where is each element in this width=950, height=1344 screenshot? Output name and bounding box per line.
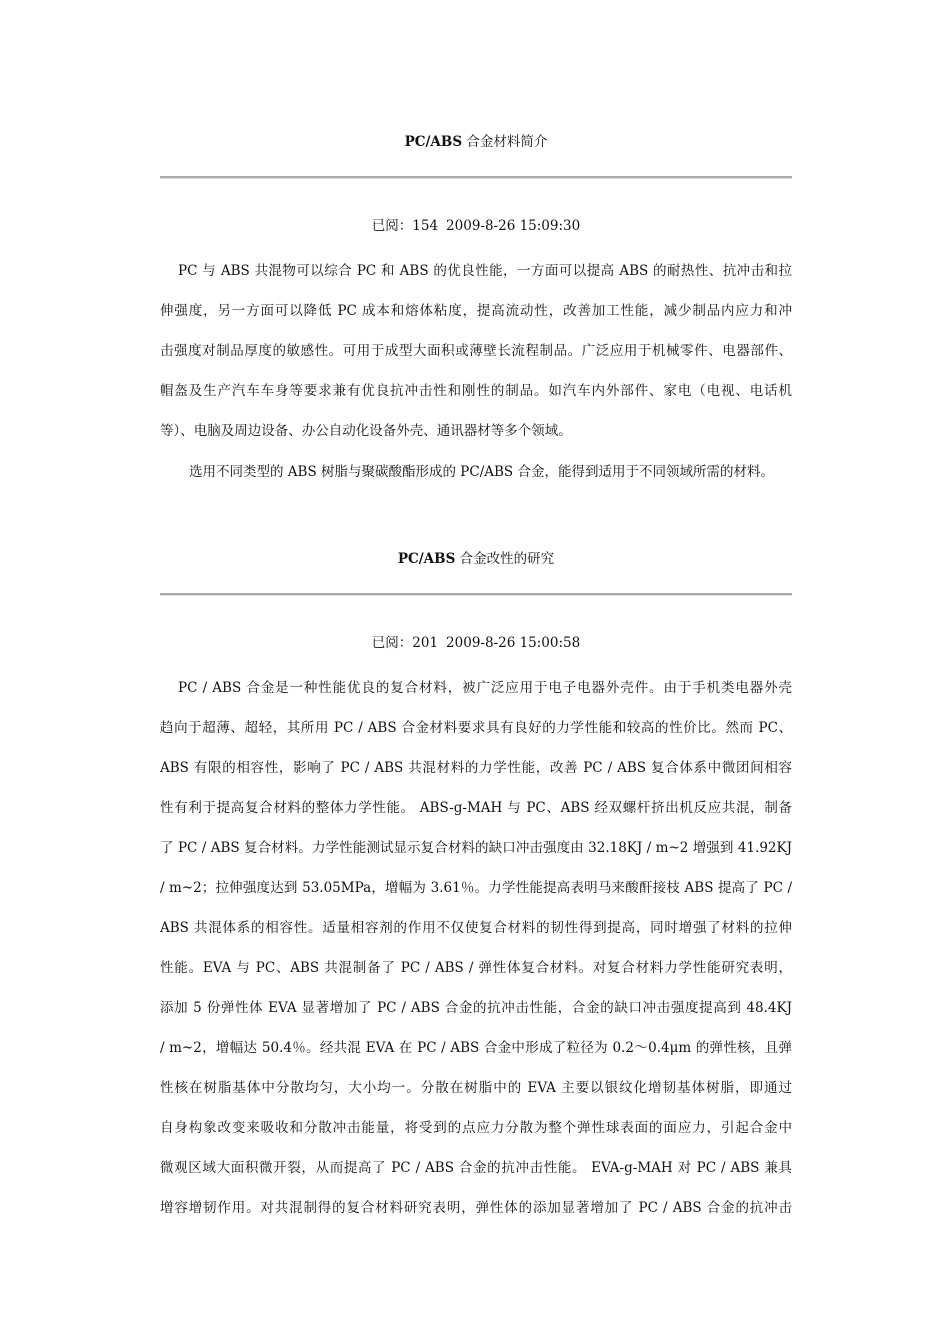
paragraph-line: / m~2；拉伸强度达到 53.05MPa，增幅为 3.61％。力学性能提高表明马来酸酐接枝 ABS 提高了 PC / <box>160 880 792 896</box>
paragraph-line: 选用不同类型的 ABS 树脂与聚碳酸酯形成的 PC/ABS 合金，能得到适用于不同领域所需的材料。 <box>189 464 774 480</box>
paragraph-line: 微观区域大面积微开裂，从而提高了 PC / ABS 合金的抗冲击性能。 EVA-g-MAH 对 PC / ABS 兼具 <box>160 1160 792 1176</box>
paragraph-line: 击强度对制品厚度的敏感性。可用于成型大面积或薄壁长流程制品。广泛应用于机械零件、电器部件、 <box>160 343 792 359</box>
paragraph-line: 了 PC / ABS 复合材料。力学性能测试显示复合材料的缺口冲击强度由 32.18KJ / m~2 增强到 41.92KJ <box>160 840 792 856</box>
publish-datetime: 2009-8-26 15:09:30 <box>446 218 581 234</box>
paragraph-line: 性能。EVA 与 PC、ABS 共混制备了 PC / ABS / 弹性体复合材料。对复合材料力学性能研究表明， <box>160 960 792 976</box>
paragraph-line: 帽盔及生产汽车车身等要求兼有优良抗冲击性和刚性的制品。如汽车内外部件、家电（电视、电话机 <box>160 383 792 399</box>
paragraph-line: / m~2，增幅达 50.4％。经共混 EVA 在 PC / ABS 合金中形成了粒径为 0.2～0.4μm 的弹性核，且弹 <box>160 1040 792 1056</box>
paragraph-line: 添加 5 份弹性体 EVA 显著增加了 PC / ABS 合金的抗冲击性能，合金的缺口冲击强度提高到 48.4KJ <box>160 1000 792 1016</box>
paragraph-line: PC / ABS 合金是一种性能优良的复合材料，被广泛应用于电子电器外壳件。由于手机类电器外壳 <box>178 680 792 696</box>
article-title-text: 合金材料简介 <box>466 134 548 150</box>
paragraph-line: 等）、电脑及周边设备、办公自动化设备外壳、通讯器材等多个领域。 <box>160 423 572 439</box>
paragraph-line: PC 与 ABS 共混物可以综合 PC 和 ABS 的优良性能，一方面可以提高 ABS 的耐热性、抗冲击和拉 <box>178 263 792 279</box>
article-meta <box>160 633 792 653</box>
divider <box>160 176 792 179</box>
article-paragraph <box>160 452 792 492</box>
paragraph-line: ABS 共混体系的相容性。适量相容剂的作用不仅使复合材料的韧性得到提高，同时增强了材料的拉伸 <box>160 920 792 936</box>
paragraph-line: 增容增韧作用。对共混制得的复合材料研究表明，弹性体的添加显著增加了 PC / ABS 合金的抗冲击 <box>160 1200 792 1216</box>
paragraph-line: 性核在树脂基体中分散均匀，大小均一。分散在树脂中的 EVA 主要以银纹化增韧基体树脂，即通过 <box>160 1080 792 1096</box>
article-title <box>160 549 792 569</box>
article-paragraph <box>160 251 792 451</box>
article-title-bold: PC/ABS <box>404 134 463 150</box>
article-paragraph <box>160 668 792 1228</box>
paragraph-line: 性有利于提高复合材料的整体力学性能。 ABS-g-MAH 与 PC、ABS 经双螺杆挤出机反应共混，制备 <box>160 800 792 816</box>
paragraph-line: 自身构象改变来吸收和分散冲击能量，将受到的点应力分散为整个弹性球表面的面应力，引起合金中 <box>160 1120 792 1136</box>
publish-datetime: 2009-8-26 15:00:58 <box>446 635 581 651</box>
paragraph-line: ABS 有限的相容性，影响了 PC / ABS 共混材料的力学性能，改善 PC / ABS 复合体系中微团间相容 <box>160 760 792 776</box>
paragraph-line: 伸强度，另一方面可以降低 PC 成本和熔体粘度，提高流动性，改善加工性能，减少制品内应力和冲 <box>160 303 792 319</box>
paragraph-line: 趋向于超薄、超轻，其所用 PC / ABS 合金材料要求具有良好的力学性能和较高的性价比。然而 PC、 <box>160 720 792 736</box>
divider <box>160 593 792 596</box>
article-title <box>160 132 792 152</box>
article-title-text: 合金改性的研究 <box>459 551 555 567</box>
views-count: 已阅：154 <box>371 218 439 234</box>
views-count: 已阅：201 <box>371 635 439 651</box>
article-meta <box>160 216 792 236</box>
article-title-bold: PC/ABS <box>397 551 456 567</box>
